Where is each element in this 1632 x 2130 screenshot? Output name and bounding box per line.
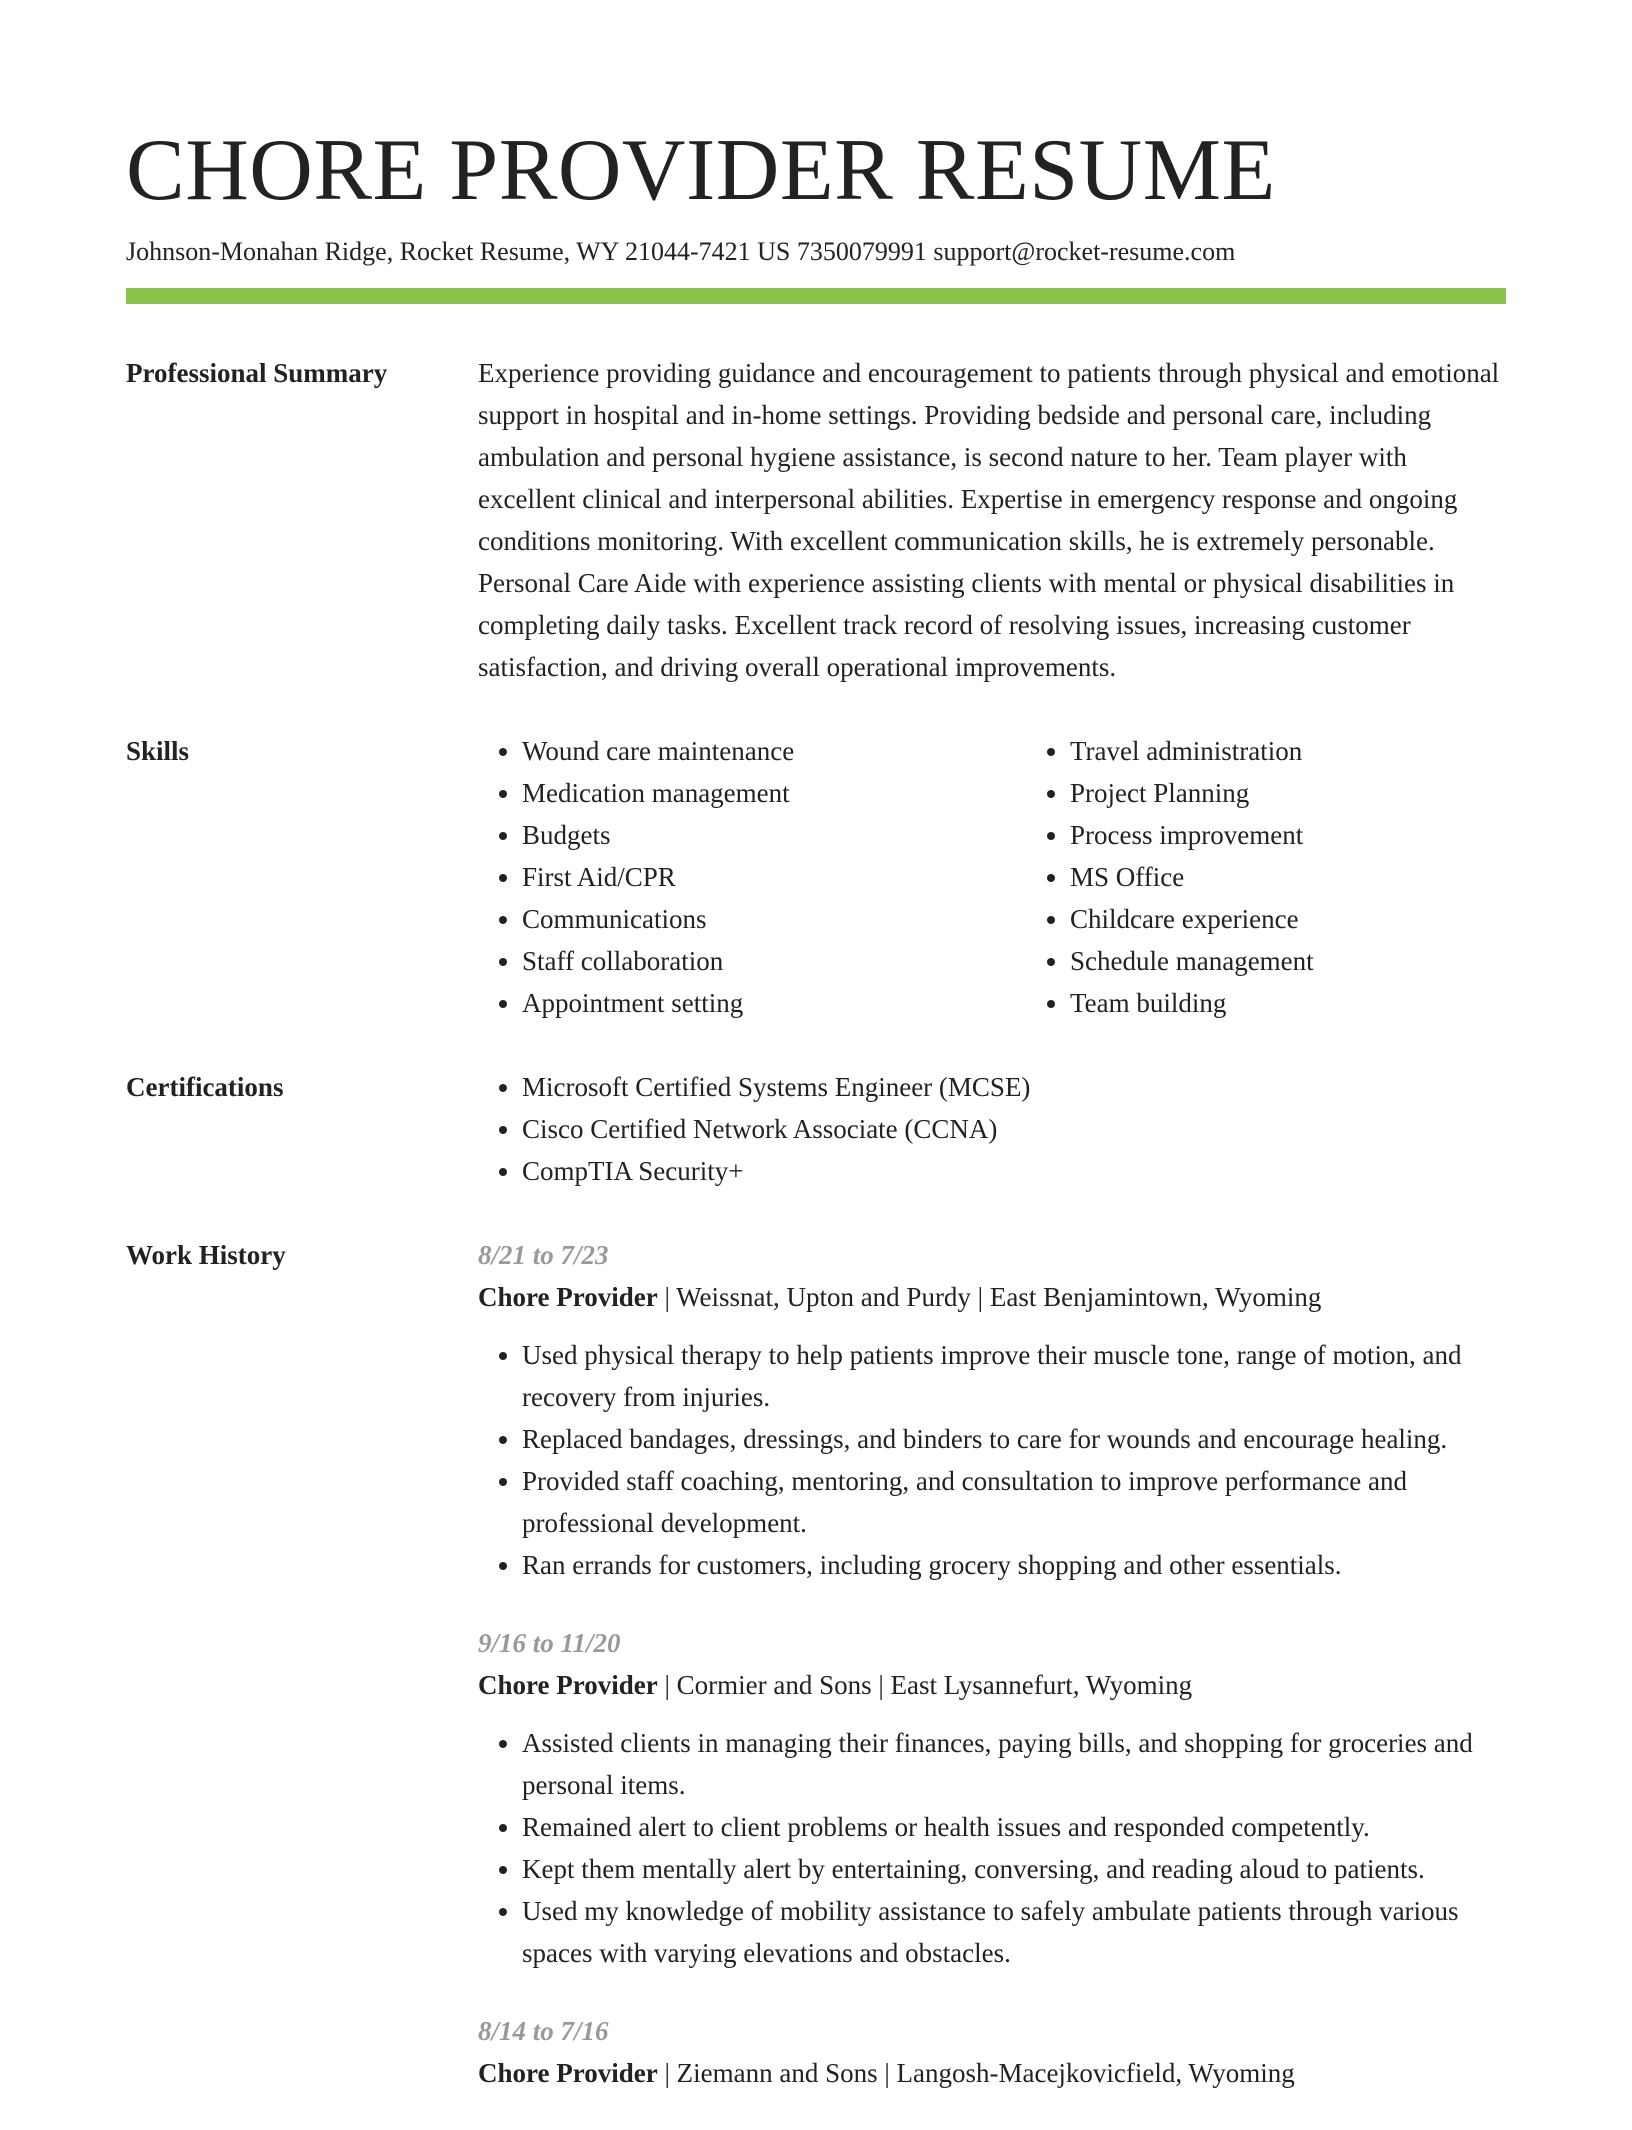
certification-item: • Cisco Certified Network Associate (CCNA)	[522, 1108, 1506, 1150]
duty-item: • Kept them mentally alert by entertaining, conversing, and reading aloud to patients.	[522, 1848, 1506, 1890]
section-content	[478, 1066, 1506, 1192]
skills-list-left	[478, 730, 1026, 1024]
contact-line: Johnson-Monahan Ridge, Rocket Resume, WY 21044-7421 US 7350079991 support@rocket-resume.com	[126, 237, 1236, 266]
section-label: Professional Summary	[126, 358, 388, 388]
duty-item: • Replaced bandages, dressings, and binders to care for wounds and encourage healing.	[522, 1418, 1506, 1460]
skill-item: • MS Office	[1070, 856, 1574, 898]
job-role: Chore Provider	[478, 1670, 658, 1700]
skill-item: • Budgets	[522, 814, 1026, 856]
accent-divider	[126, 288, 1506, 304]
skills-list-right	[1026, 730, 1574, 1024]
duty-item: • Provided staff coaching, mentoring, and consultation to improve performance and professional development.	[522, 1460, 1506, 1544]
skill-item: • Project Planning	[1070, 772, 1574, 814]
skill-item: • First Aid/CPR	[522, 856, 1026, 898]
skill-item: • Appointment setting	[522, 982, 1026, 1024]
job-employer-location: | Weissnat, Upton and Purdy | East Benjamintown, Wyoming	[657, 1282, 1322, 1312]
job-heading	[478, 1664, 1506, 1706]
job-duties	[478, 1722, 1506, 1974]
skill-item: • Travel administration	[1070, 730, 1574, 772]
skills-grid	[478, 730, 1574, 1024]
duty-item: • Used my knowledge of mobility assistance to safely ambulate patients through various spaces with varying elevations and obstacles.	[522, 1890, 1506, 1974]
skill-item: • Team building	[1070, 982, 1574, 1024]
certifications-list	[478, 1066, 1506, 1192]
certification-item: • Microsoft Certified Systems Engineer (MCSE)	[522, 1066, 1506, 1108]
work-history-section	[126, 1234, 1506, 2130]
job-duties	[478, 1334, 1506, 1586]
skill-item: • Schedule management	[1070, 940, 1574, 982]
job-dates: 9/16 to 11/20	[478, 1628, 621, 1658]
job-entry	[478, 2010, 1506, 2094]
skill-item: • Staff collaboration	[522, 940, 1026, 982]
section-label: Certifications	[126, 1072, 284, 1102]
job-heading	[478, 2052, 1506, 2094]
section-content	[478, 1234, 1506, 2130]
job-entry	[478, 1622, 1506, 1974]
job-dates: 8/21 to 7/23	[478, 1240, 609, 1270]
section-label: Work History	[126, 1240, 286, 1270]
skill-item: • Communications	[522, 898, 1026, 940]
duty-item: • Remained alert to client problems or health issues and responded competently.	[522, 1806, 1506, 1848]
duty-item: • Used physical therapy to help patients improve their muscle tone, range of motion, and recovery from injuries.	[522, 1334, 1506, 1418]
job-role: Chore Provider	[478, 1282, 658, 1312]
section-label: Skills	[126, 736, 190, 766]
job-heading	[478, 1276, 1506, 1318]
skill-item: • Medication management	[522, 772, 1026, 814]
summary-text: Experience providing guidance and encouragement to patients through physical and emotional support in hospital and in-home settings. Providing bedside and personal care, including ambulation and personal hygiene assistance, is second nature to her. Team player with excellent clinical and interpersonal abilities. Expertise in emergency response and ongoing conditions monitoring. With excellent communication skills, he is extremely personable. Personal Care Aide with experience assisting clients with mental or physical disabilities in completing daily tasks. Excellent track record of resolving issues, increasing customer satisfaction, and driving overall operational improvements.	[478, 358, 1500, 682]
summary-section	[126, 352, 1506, 688]
duty-item: • Assisted clients in managing their finances, paying bills, and shopping for groceries and personal items.	[522, 1722, 1506, 1806]
job-role: Chore Provider	[478, 2058, 658, 2088]
skill-item: • Childcare experience	[1070, 898, 1574, 940]
job-employer-location: | Cormier and Sons | East Lysannefurt, Wyoming	[657, 1670, 1193, 1700]
resume-title: CHORE PROVIDER RESUME	[126, 122, 1276, 219]
duty-item: • Ran errands for customers, including grocery shopping and other essentials.	[522, 1544, 1506, 1586]
job-employer-location: | Ziemann and Sons | Langosh-Macejkovicfield, Wyoming	[657, 2058, 1295, 2088]
section-content	[478, 352, 1506, 688]
certification-item: • CompTIA Security+	[522, 1150, 1506, 1192]
job-dates: 8/14 to 7/16	[478, 2016, 609, 2046]
skills-section	[126, 730, 1506, 1024]
skill-item: • Process improvement	[1070, 814, 1574, 856]
skill-item: • Wound care maintenance	[522, 730, 1026, 772]
job-entry	[478, 1234, 1506, 1586]
certifications-section	[126, 1066, 1506, 1192]
